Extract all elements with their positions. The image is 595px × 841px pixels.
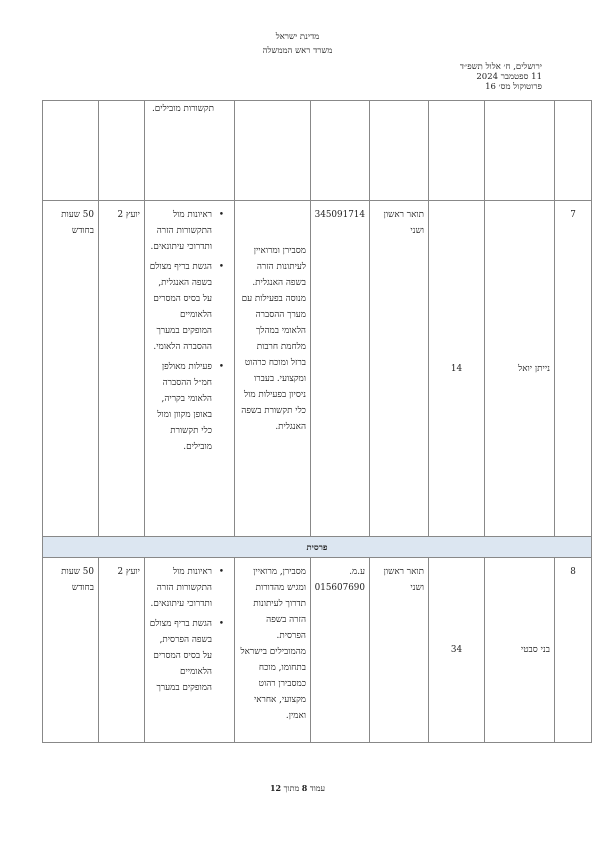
hours: 50 שעות בחודש <box>61 210 94 236</box>
list-item: • ראיונות מול התקשורות הזרה ותדרוכי עיתונאים. <box>149 564 212 612</box>
footer-total: 12 <box>269 783 282 793</box>
candidate-name: נייתן יואל <box>518 363 550 374</box>
list-item: • ראיונות מול התקשורות הזרה ותדרוכי עיתונאים. <box>149 207 212 255</box>
id-number: 345091714 <box>314 210 365 220</box>
tasks-list <box>149 564 226 696</box>
role: יועץ 2 <box>117 567 140 577</box>
degree: תואר ראשון ושני <box>383 567 424 593</box>
row-number: 8 <box>570 567 576 577</box>
tasks-list <box>149 207 226 455</box>
document-meta <box>42 62 542 92</box>
header-office: משרד ראש הממשלה <box>262 46 333 56</box>
list-item: • הגשת בריף מצולם בשפה האנגלית, על בסיס המסרים הלאומיים המופקים במערך ההסברה הלאומי. <box>149 259 212 355</box>
experience: מסבירן, מרואיין ומגיש מהדורות תדרוך לעיתונות הזרה בשפה הפרסית. מהמובילים בישראל בתחומו, מוכח כמסבירן רהוט מקצועי, אחראי ואמין. <box>240 567 306 721</box>
degree: תואר ראשון ושני <box>383 210 424 236</box>
row-number: 7 <box>570 210 576 220</box>
list-item: • פעילות מאולפן חמ״ל ההסברה הלאומי בקריה, באופן מקוון ומול כלי תקשורת מובילים. <box>149 359 212 455</box>
tasks-tail: תקשורות מובילים. <box>151 104 214 114</box>
candidate-name: בני סבטי <box>520 645 550 655</box>
candidates-table <box>42 100 592 743</box>
footer-middle: מתוך <box>281 784 302 793</box>
table-row <box>43 558 592 743</box>
section-header-row <box>43 537 592 558</box>
hours: 50 שעות בחודש <box>61 567 94 593</box>
section-label: פרסית <box>43 537 592 558</box>
location-date: ירושלים, ח׳ אלול תשפ״ד <box>459 62 542 72</box>
list-item: • הגשת בריף מצולם בשפה הפרסית, על בסיס המסרים הלאומיים המופקים במערך <box>149 616 212 696</box>
id-number: ע.מ. 015607690 <box>314 567 365 593</box>
gregorian-date: 11 ספטמבר 2024 <box>476 72 542 82</box>
footer-page: 8 <box>301 783 308 793</box>
level: 14 <box>450 363 463 374</box>
table-row-continued <box>43 101 592 201</box>
page-footer <box>0 783 595 793</box>
protocol-number: פרוטוקול מס׳ 16 <box>485 82 542 92</box>
header-state: מדינת ישראל <box>275 32 320 42</box>
role: יועץ 2 <box>117 210 140 220</box>
level: 34 <box>450 645 463 655</box>
footer-prefix: עמוד <box>307 784 326 793</box>
table-row <box>43 201 592 537</box>
experience: מסבירן ומרואיין לעיתונות הזרה בשפה האנגלית. מנוסה בפעילות עם מערך ההסברה הלאומי במהלך מלחמת חרבות ברזל ומוכח כרהוט ומקצועי. בעברו ניסיון בפעילות מול כלי תקשורת בשפה האנגלית. <box>241 246 306 432</box>
